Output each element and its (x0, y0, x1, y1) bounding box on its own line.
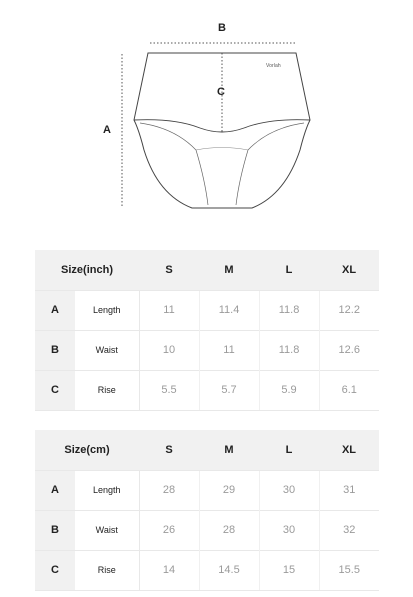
size-header: XL (319, 430, 379, 470)
row-letter: B (35, 330, 75, 370)
table-row (35, 370, 379, 410)
table-cell: 5.5 (139, 370, 199, 410)
table-cell: 6.1 (319, 370, 379, 410)
row-name: Waist (75, 510, 139, 550)
row-letter: A (35, 290, 75, 330)
dimension-label-b: B (218, 22, 226, 34)
table-cell: 11.4 (199, 290, 259, 330)
table-cell: 11.8 (259, 290, 319, 330)
dimension-label-a: A (103, 124, 111, 136)
row-name: Rise (75, 550, 139, 590)
table-row (35, 330, 379, 370)
table-row (35, 470, 379, 510)
table-cell: 31 (319, 470, 379, 510)
size-header: S (139, 430, 199, 470)
size-header: M (199, 430, 259, 470)
table-cell: 5.9 (259, 370, 319, 410)
table-cell: 11 (139, 290, 199, 330)
row-name: Rise (75, 370, 139, 410)
row-name: Waist (75, 330, 139, 370)
table-cell: 11.8 (259, 330, 319, 370)
table-cell: 28 (139, 470, 199, 510)
table-cell: 32 (319, 510, 379, 550)
size-table-cm (35, 430, 379, 591)
row-letter: C (35, 550, 75, 590)
brief-outline-svg (0, 0, 413, 230)
table-cell: 15 (259, 550, 319, 590)
table-cell: 15.5 (319, 550, 379, 590)
table-header-row (35, 250, 379, 290)
row-letter: B (35, 510, 75, 550)
size-header: S (139, 250, 199, 290)
table-cell: 30 (259, 470, 319, 510)
table-cell: 10 (139, 330, 199, 370)
table-cell: 14 (139, 550, 199, 590)
size-header: XL (319, 250, 379, 290)
table-title: Size(inch) (35, 250, 139, 290)
row-name: Length (75, 470, 139, 510)
table-row (35, 290, 379, 330)
table-row (35, 550, 379, 590)
table-header-row (35, 430, 379, 470)
table-title: Size(cm) (35, 430, 139, 470)
size-header: M (199, 250, 259, 290)
size-header: L (259, 250, 319, 290)
table-cell: 12.6 (319, 330, 379, 370)
table-row (35, 510, 379, 550)
table-cell: 12.2 (319, 290, 379, 330)
size-header: L (259, 430, 319, 470)
dimension-label-c: C (217, 86, 225, 98)
table-cell: 5.7 (199, 370, 259, 410)
table-cell: 11 (199, 330, 259, 370)
table-cell: 28 (199, 510, 259, 550)
table-cell: 26 (139, 510, 199, 550)
table-cell: 14.5 (199, 550, 259, 590)
row-letter: C (35, 370, 75, 410)
table-cell: 29 (199, 470, 259, 510)
brand-logo-text: Vorlah (266, 63, 281, 69)
row-letter: A (35, 470, 75, 510)
row-name: Length (75, 290, 139, 330)
table-cell: 30 (259, 510, 319, 550)
garment-diagram (0, 0, 413, 230)
size-table-inch (35, 250, 379, 411)
